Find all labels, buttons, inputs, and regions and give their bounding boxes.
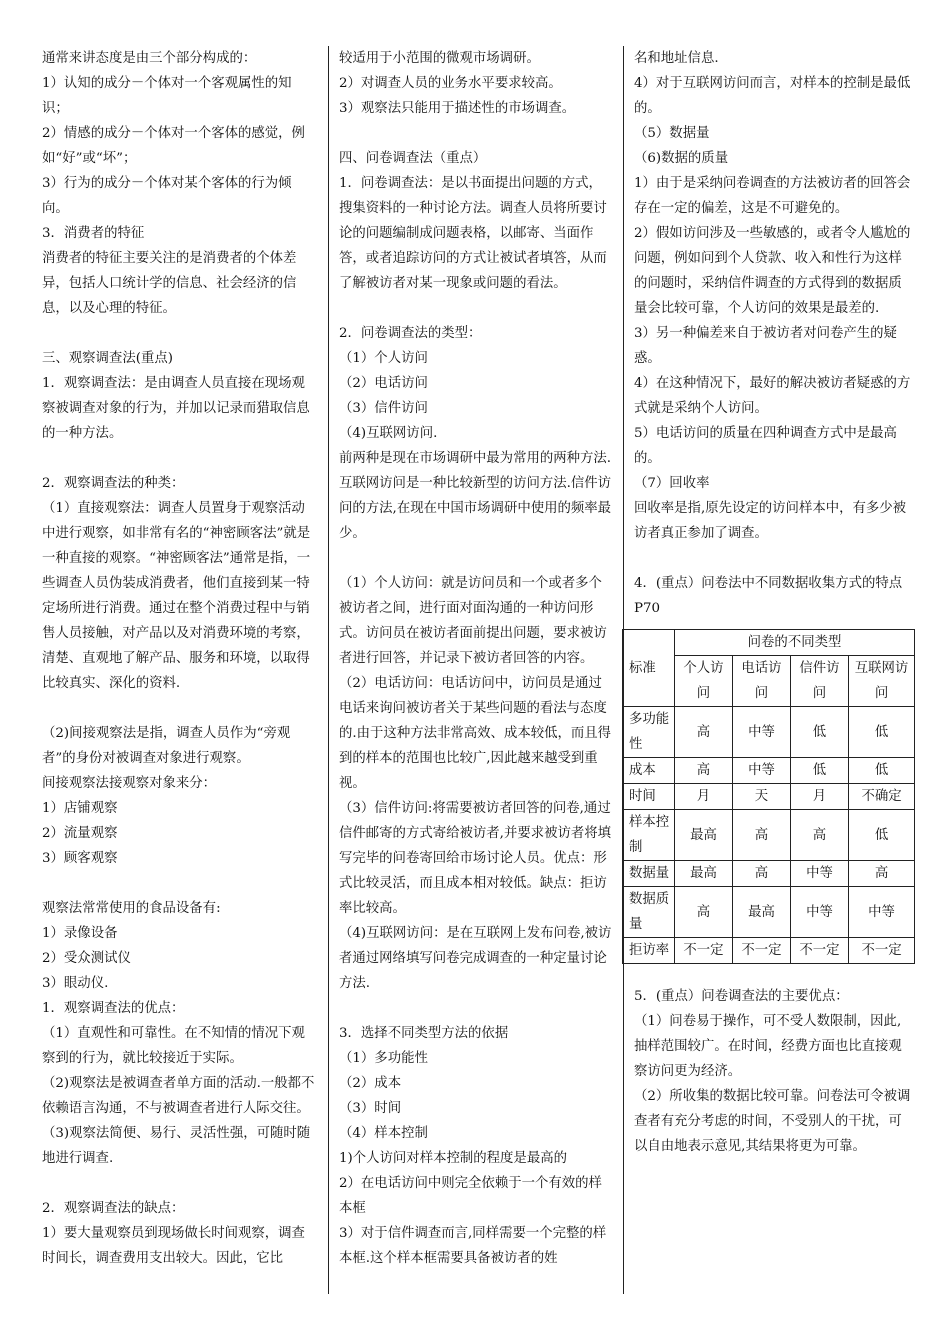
table-row [623, 887, 915, 938]
paragraph: （1）直接观察法：调查人员置身于观察活动中进行观察，如非常有名的“神密顾客法”就是一种直接的观察。“神密顾客法”通常是指，一些调查人员伪装成消费者，他们直接到某一特定场所进行消费。通过在整个消费过程中与销售人员接触，对产品以及对消费环境的考察，清楚、直观地了解产品、服务和环境，以取得比较真实、深化的资料. [42, 501, 311, 691]
paragraph: 1)个人访问对样本控制的程度是最高的 [339, 1151, 567, 1166]
table-cell: 高 [733, 861, 791, 887]
table-cell: 最高 [675, 810, 733, 861]
table-column-header: 个人访问 [675, 656, 733, 707]
paragraph: （3)观察法简便、易行、灵活性强，可随时随地进行调查. [42, 1126, 311, 1166]
paragraph: 2）假如访问涉及一些敏感的，或者令人尴尬的问题，例如问到个人贷款、收入和性行为这样的问题时，采纳信件调查的方式得到的数据质量会比较可靠，个人访问的效果是最差的. [634, 226, 911, 316]
paragraph: 1．观察调查法：是由调查人员直接在现场观察被调查对象的行为，并加以记录而猎取信息的一种方法。 [42, 376, 310, 441]
paragraph: 通常来讲态度是由三个部分构成的： [42, 51, 257, 66]
paragraph: 间接观察法接观察对象来分： [42, 776, 217, 791]
section-heading: 2．观察调查法的缺点： [42, 1201, 185, 1216]
table-cell: 不一定 [733, 938, 791, 964]
table-column-header: 电话访问 [733, 656, 791, 707]
table-cell: 中等 [849, 887, 915, 938]
table-row [623, 861, 915, 887]
blank-line [339, 546, 615, 571]
paragraph: 3）行为的成分－个体对某个客体的行为倾向。 [42, 176, 292, 216]
table-row [623, 810, 915, 861]
section-heading: 四、问卷调查法（重点） [339, 151, 487, 166]
section-heading: 三、观察调查法(重点) [42, 351, 173, 366]
section-heading: 1．观察调查法的优点： [42, 1001, 185, 1016]
section-heading: 2．观察调查法的种类： [42, 476, 185, 491]
comparison-table [622, 629, 915, 964]
table-cell: 高 [733, 810, 791, 861]
paragraph: 2）对调查人员的业务水平要求较高。 [339, 76, 562, 91]
table-cell: 月 [675, 784, 733, 810]
table-row-header: 成本 [623, 758, 675, 784]
section-heading: 5．(重点）问卷调查法的主要优点： [634, 989, 849, 1004]
table-cell: 中等 [791, 861, 849, 887]
paragraph: 消费者的特征主要关注的是消费者的个体差异，包括人口统计学的信息、社会经济的信息，以及心理的特征。 [42, 251, 297, 316]
paragraph: （2)间接观察法是指，调查人员作为“旁观者”的身份对被调查对象进行观察。 [42, 726, 291, 766]
table-row [623, 707, 915, 758]
blank-line [339, 121, 615, 146]
table-cell: 不一定 [675, 938, 733, 964]
text-column-3 [629, 46, 912, 1159]
list-item: （4)互联网访问. [339, 426, 438, 441]
table-column-header: 互联网访问 [849, 656, 915, 707]
paragraph: 较适用于小范围的微观市场调研。 [339, 51, 540, 66]
table-row [623, 630, 915, 656]
paragraph: 1）认知的成分－个体对一个客观属性的知识； [42, 76, 292, 116]
table-cell: 高 [675, 707, 733, 758]
table-cell: 高 [675, 887, 733, 938]
list-item: 3）顾客观察 [42, 851, 118, 866]
list-item: 2）流量观察 [42, 826, 118, 841]
table-row [623, 784, 915, 810]
table-row-header: 拒访率 [623, 938, 675, 964]
list-item: （5）数据量 [634, 126, 710, 141]
list-item: 2）受众测试仪 [42, 951, 131, 966]
text-column-2 [339, 46, 615, 1271]
table-cell: 高 [791, 810, 849, 861]
paragraph: （4)互联网访问：是在互联网上发布问卷,被访者通过网络填写问卷完成调查的一种定量讨论方法. [339, 926, 612, 991]
paragraph: 前两种是现在市场调研中最为常用的两种方法.互联网访问是一种比较新型的访问方法.信件访问的方法,在现在中国市场调研中使用的频率最少。 [339, 451, 612, 541]
table-cell: 最高 [675, 861, 733, 887]
text-column-1 [42, 46, 318, 1271]
table-cell: 中等 [791, 887, 849, 938]
table-cell: 低 [791, 707, 849, 758]
table-cell: 低 [849, 707, 915, 758]
paragraph: 名和地址信息. [634, 51, 719, 66]
list-item: （3）信件访问 [339, 401, 428, 416]
paragraph: 2）情感的成分－个体对一个客体的感觉，例如“好”或“坏”； [42, 126, 305, 166]
paragraph: （3）信件访问:将需要被访者回答的问卷,通过信件邮寄的方式寄给被访者,并要求被访者将填写完毕的问卷寄回给市场讨论人员。优点：形式比较灵活，而且成本相对较低。缺点：拒访率比较高。 [339, 801, 612, 916]
table-cell: 天 [733, 784, 791, 810]
paragraph: （1）直观性和可靠性。在不知情的情况下观察到的行为，就比较接近于实际。 [42, 1026, 305, 1066]
list-item: 3）眼动仪. [42, 976, 109, 991]
table-column-header: 信件访问 [791, 656, 849, 707]
paragraph: 3）观察法只能用于描述性的市场调查。 [339, 101, 576, 116]
table-cell: 高 [849, 861, 915, 887]
table-group-header: 问卷的不同类型 [675, 630, 915, 656]
paragraph: 观察法常常使用的食品设备有: [42, 901, 221, 916]
table-cell: 中等 [733, 707, 791, 758]
table-row-header: 数据量 [623, 861, 675, 887]
table-corner-header: 标准 [623, 630, 675, 707]
paragraph: 3）对于信件调查而言,同样需要一个完整的样本框.这个样本框需要具备被访者的姓 [339, 1226, 607, 1266]
paragraph: 1．问卷调查法：是以书面提出问题的方式，搜集资料的一种讨论方法。调查人员将所要讨论的问题编制成问题表格，以邮寄、当面作答，或者追踪访问的方式让被试者填答，从而了解被访者对某一现象或问题的看法。 [339, 176, 607, 291]
paragraph: 回收率是指,原先设定的访问样本中，有多少被访者真正参加了调查。 [634, 501, 907, 541]
blank-line [634, 546, 912, 571]
column-divider-1 [328, 46, 329, 1294]
table-row-header: 样本控制 [623, 810, 675, 861]
table-cell: 月 [791, 784, 849, 810]
blank-line [339, 996, 615, 1021]
table-cell: 不一定 [849, 938, 915, 964]
table-cell: 低 [849, 810, 915, 861]
list-item: （4）样本控制 [339, 1126, 428, 1141]
list-item: 1）店铺观察 [42, 801, 118, 816]
paragraph: 4）对于互联网访问而言，对样本的控制是最低的。 [634, 76, 911, 116]
paragraph: 5）电话访问的质量在四种调查方式中是最高的。 [634, 426, 897, 466]
paragraph: （2）电话访问：电话访问中，访问员是通过电话来询问被访者关于某些问题的看法与态度的.由于这种方法非常高效、成本较低，而且得到的样本的范围也比较广,因此越来越受到重视。 [339, 676, 612, 791]
table-cell: 中等 [733, 758, 791, 784]
section-heading: 3．选择不同类型方法的依据 [339, 1026, 509, 1041]
section-heading: 4．(重点）问卷法中不同数据收集方式的特点P70 [634, 576, 903, 616]
section-heading: 2．问卷调查法的类型： [339, 326, 482, 341]
paragraph: 2）在电话访问中则完全依赖于一个有效的样本框 [339, 1176, 602, 1216]
paragraph: （1）个人访问：就是访问员和一个或者多个被访者之间，进行面对面沟通的一种访问形式。访问员在被访者面前提出问题，要求被访者进行回答，并记录下被访者回答的内容。 [339, 576, 607, 666]
paragraph: （2)观察法是被调查者单方面的活动.一般都不依赖语言沟通，不与被调查者进行人际交往。 [42, 1076, 315, 1116]
blank-line [42, 871, 318, 896]
paragraph: （2）所收集的数据比较可靠。问卷法可令被调查者有充分考虑的时间，不受别人的干扰，可以自由地表示意见,其结果将更为可靠。 [634, 1089, 911, 1154]
table-cell: 低 [849, 758, 915, 784]
list-item: （6)数据的质量 [634, 151, 729, 166]
blank-line [42, 1171, 318, 1196]
paragraph: 3）另一种偏差来自于被访者对问卷产生的疑惑。 [634, 326, 897, 366]
table-row-header: 数据质量 [623, 887, 675, 938]
table-row [623, 758, 915, 784]
table-cell: 不一定 [791, 938, 849, 964]
paragraph: 1）由于是采纳问卷调查的方法被访者的回答会存在一定的偏差，这是不可避免的。 [634, 176, 911, 216]
table-cell: 低 [791, 758, 849, 784]
list-item: （3）时间 [339, 1101, 402, 1116]
table-cell: 不确定 [849, 784, 915, 810]
list-item: 1）录像设备 [42, 926, 118, 941]
blank-line [634, 964, 912, 984]
list-item: （7）回收率 [634, 476, 710, 491]
list-item: （1）多功能性 [339, 1051, 428, 1066]
table-row [623, 938, 915, 964]
paragraph: 4）在这种情况下，最好的解决被访者疑惑的方式就是采纳个人访问。 [634, 376, 911, 416]
section-heading: 3．消费者的特征 [42, 226, 145, 241]
blank-line [42, 321, 318, 346]
list-item: （1）个人访问 [339, 351, 428, 366]
table-row-header: 时间 [623, 784, 675, 810]
paragraph: （1）问卷易于操作，可不受人数限制，因此,抽样范围较广。在时间，经费方面也比直接观察访问更为经济。 [634, 1014, 902, 1079]
paragraph: 1）要大量观察员到现场做长时间观察，调查时间长，调查费用支出较大。因此，它比 [42, 1226, 305, 1266]
table-cell: 高 [675, 758, 733, 784]
table-cell: 最高 [733, 887, 791, 938]
list-item: （2）成本 [339, 1076, 402, 1091]
table-row-header: 多功能性 [623, 707, 675, 758]
blank-line [339, 296, 615, 321]
list-item: （2）电话访问 [339, 376, 428, 391]
blank-line [42, 446, 318, 471]
blank-line [42, 696, 318, 721]
